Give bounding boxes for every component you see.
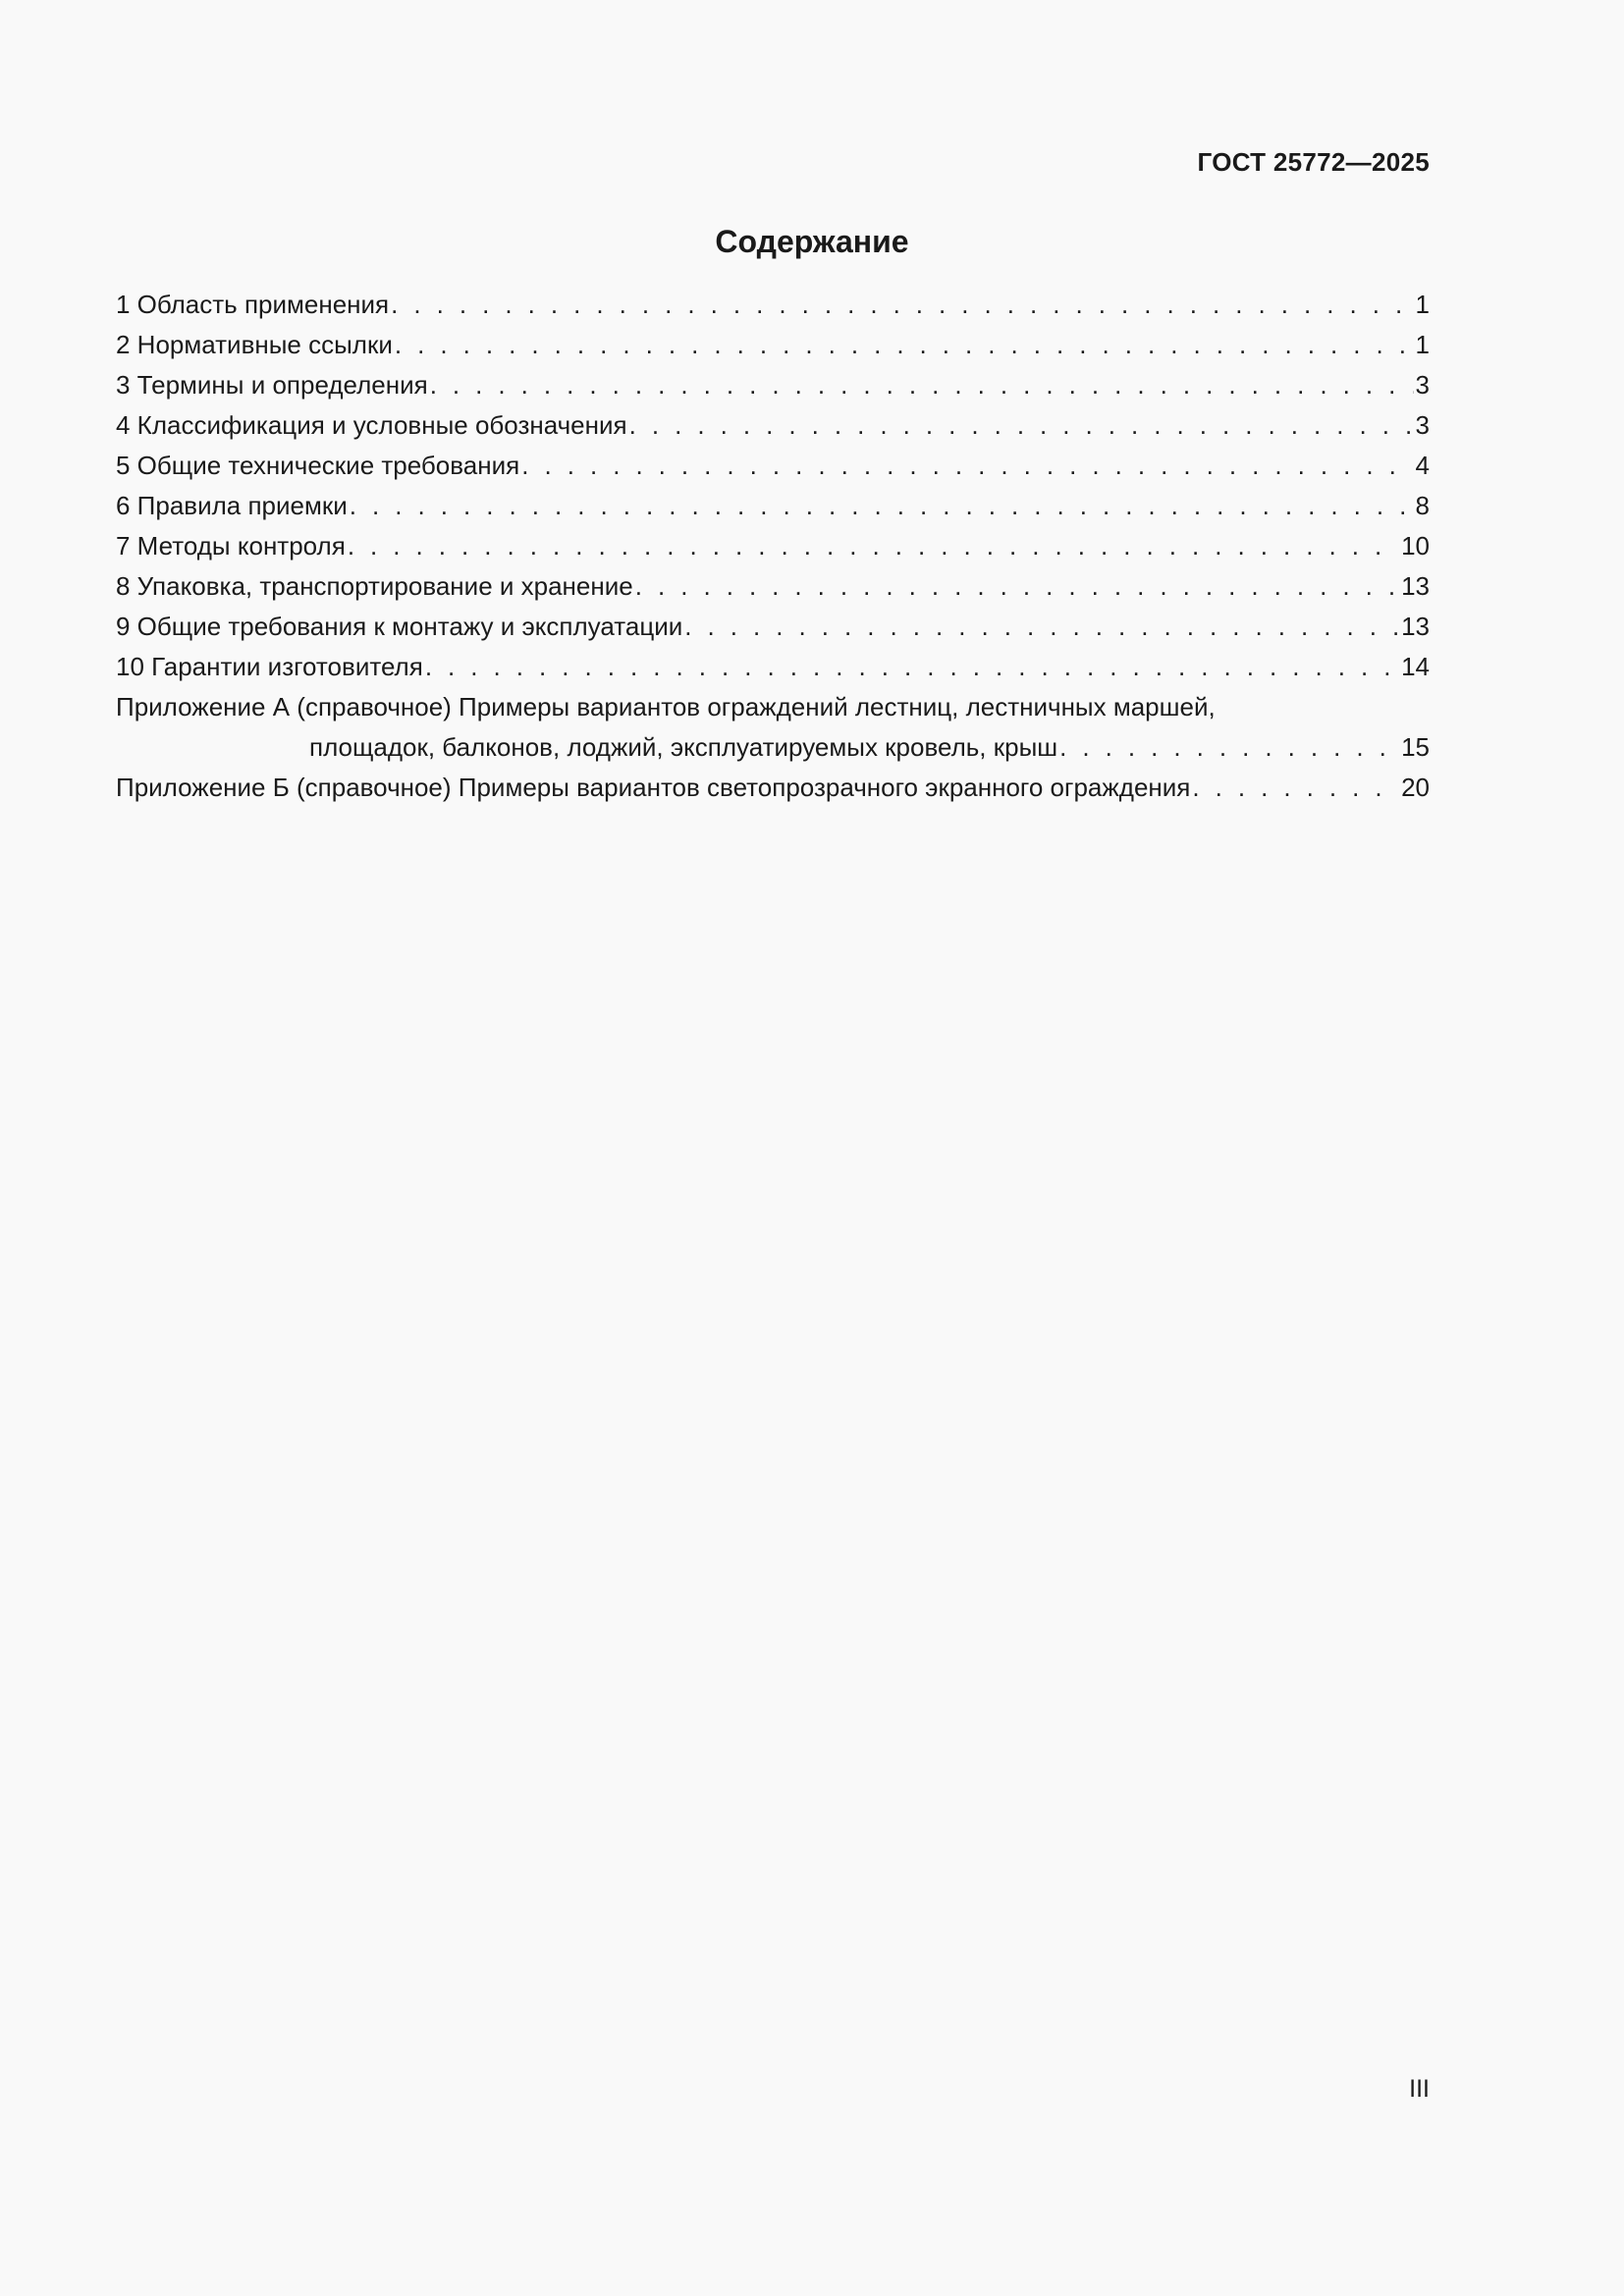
toc-leader-dots — [1192, 768, 1399, 808]
toc-appendix-a-line1: Приложение А (справочное) Примеры вариантов ограждений лестниц, лестничных маршей, — [116, 692, 1216, 721]
toc-leader-dots — [395, 325, 1414, 365]
toc-item-page: 3 — [1415, 410, 1430, 440]
toc-item[interactable] — [116, 446, 1430, 486]
toc-item-page: 3 — [1415, 370, 1430, 400]
standard-id: ГОСТ 25772—2025 — [1197, 147, 1430, 177]
page-number: III — [1409, 2075, 1430, 2103]
toc-item-label: 8 Упаковка, транспортирование и хранение — [116, 571, 633, 601]
toc-leader-dots — [430, 365, 1414, 405]
toc-leader-dots — [629, 405, 1414, 446]
toc-item-page: 8 — [1415, 491, 1430, 520]
table-of-contents — [116, 285, 1430, 808]
toc-appendix-b-label: Приложение Б (справочное) Примеры вариантов светопрозрачного экранного ограждения — [116, 773, 1191, 802]
toc-item-label: 10 Гарантии изготовителя — [116, 652, 423, 681]
toc-item[interactable] — [116, 566, 1430, 607]
toc-item-label: 2 Нормативные ссылки — [116, 330, 393, 359]
toc-item-page: 10 — [1401, 531, 1430, 561]
toc-item-label: 3 Термины и определения — [116, 370, 428, 400]
toc-item-page: 13 — [1401, 612, 1430, 641]
toc-item[interactable] — [116, 607, 1430, 647]
toc-appendix-b[interactable] — [116, 768, 1430, 808]
toc-leader-dots — [521, 446, 1413, 486]
toc-item-label: 4 Классификация и условные обозначения — [116, 410, 627, 440]
toc-item-page: 1 — [1415, 330, 1430, 359]
toc-leader-dots — [1059, 727, 1399, 768]
toc-leader-dots — [348, 526, 1399, 566]
toc-item[interactable] — [116, 647, 1430, 687]
toc-title: Содержание — [715, 224, 909, 259]
toc-appendix-b-page: 20 — [1401, 773, 1430, 802]
toc-item[interactable] — [116, 405, 1430, 446]
toc-appendix-a[interactable] — [116, 687, 1430, 768]
toc-appendix-a-line2: площадок, балконов, лоджий, эксплуатируемых кровель, крыш — [309, 732, 1058, 762]
toc-leader-dots — [684, 607, 1399, 647]
toc-item-page: 1 — [1415, 290, 1430, 319]
toc-leader-dots — [350, 486, 1414, 526]
toc-item-label: 9 Общие требования к монтажу и эксплуатации — [116, 612, 683, 641]
toc-item-label: 1 Область применения — [116, 290, 390, 319]
toc-item-page: 14 — [1401, 652, 1430, 681]
toc-leader-dots — [425, 647, 1399, 687]
toc-leader-dots — [391, 285, 1413, 325]
toc-item[interactable] — [116, 325, 1430, 365]
toc-item[interactable] — [116, 285, 1430, 325]
toc-leader-dots — [635, 566, 1399, 607]
toc-item-page: 4 — [1415, 451, 1430, 480]
toc-item-page: 13 — [1401, 571, 1430, 601]
toc-item[interactable] — [116, 365, 1430, 405]
toc-item-label: 6 Правила приемки — [116, 491, 348, 520]
toc-appendix-a-page: 15 — [1401, 732, 1430, 762]
toc-item[interactable] — [116, 486, 1430, 526]
toc-item-label: 7 Методы контроля — [116, 531, 346, 561]
toc-item-label: 5 Общие технические требования — [116, 451, 520, 480]
toc-item[interactable] — [116, 526, 1430, 566]
